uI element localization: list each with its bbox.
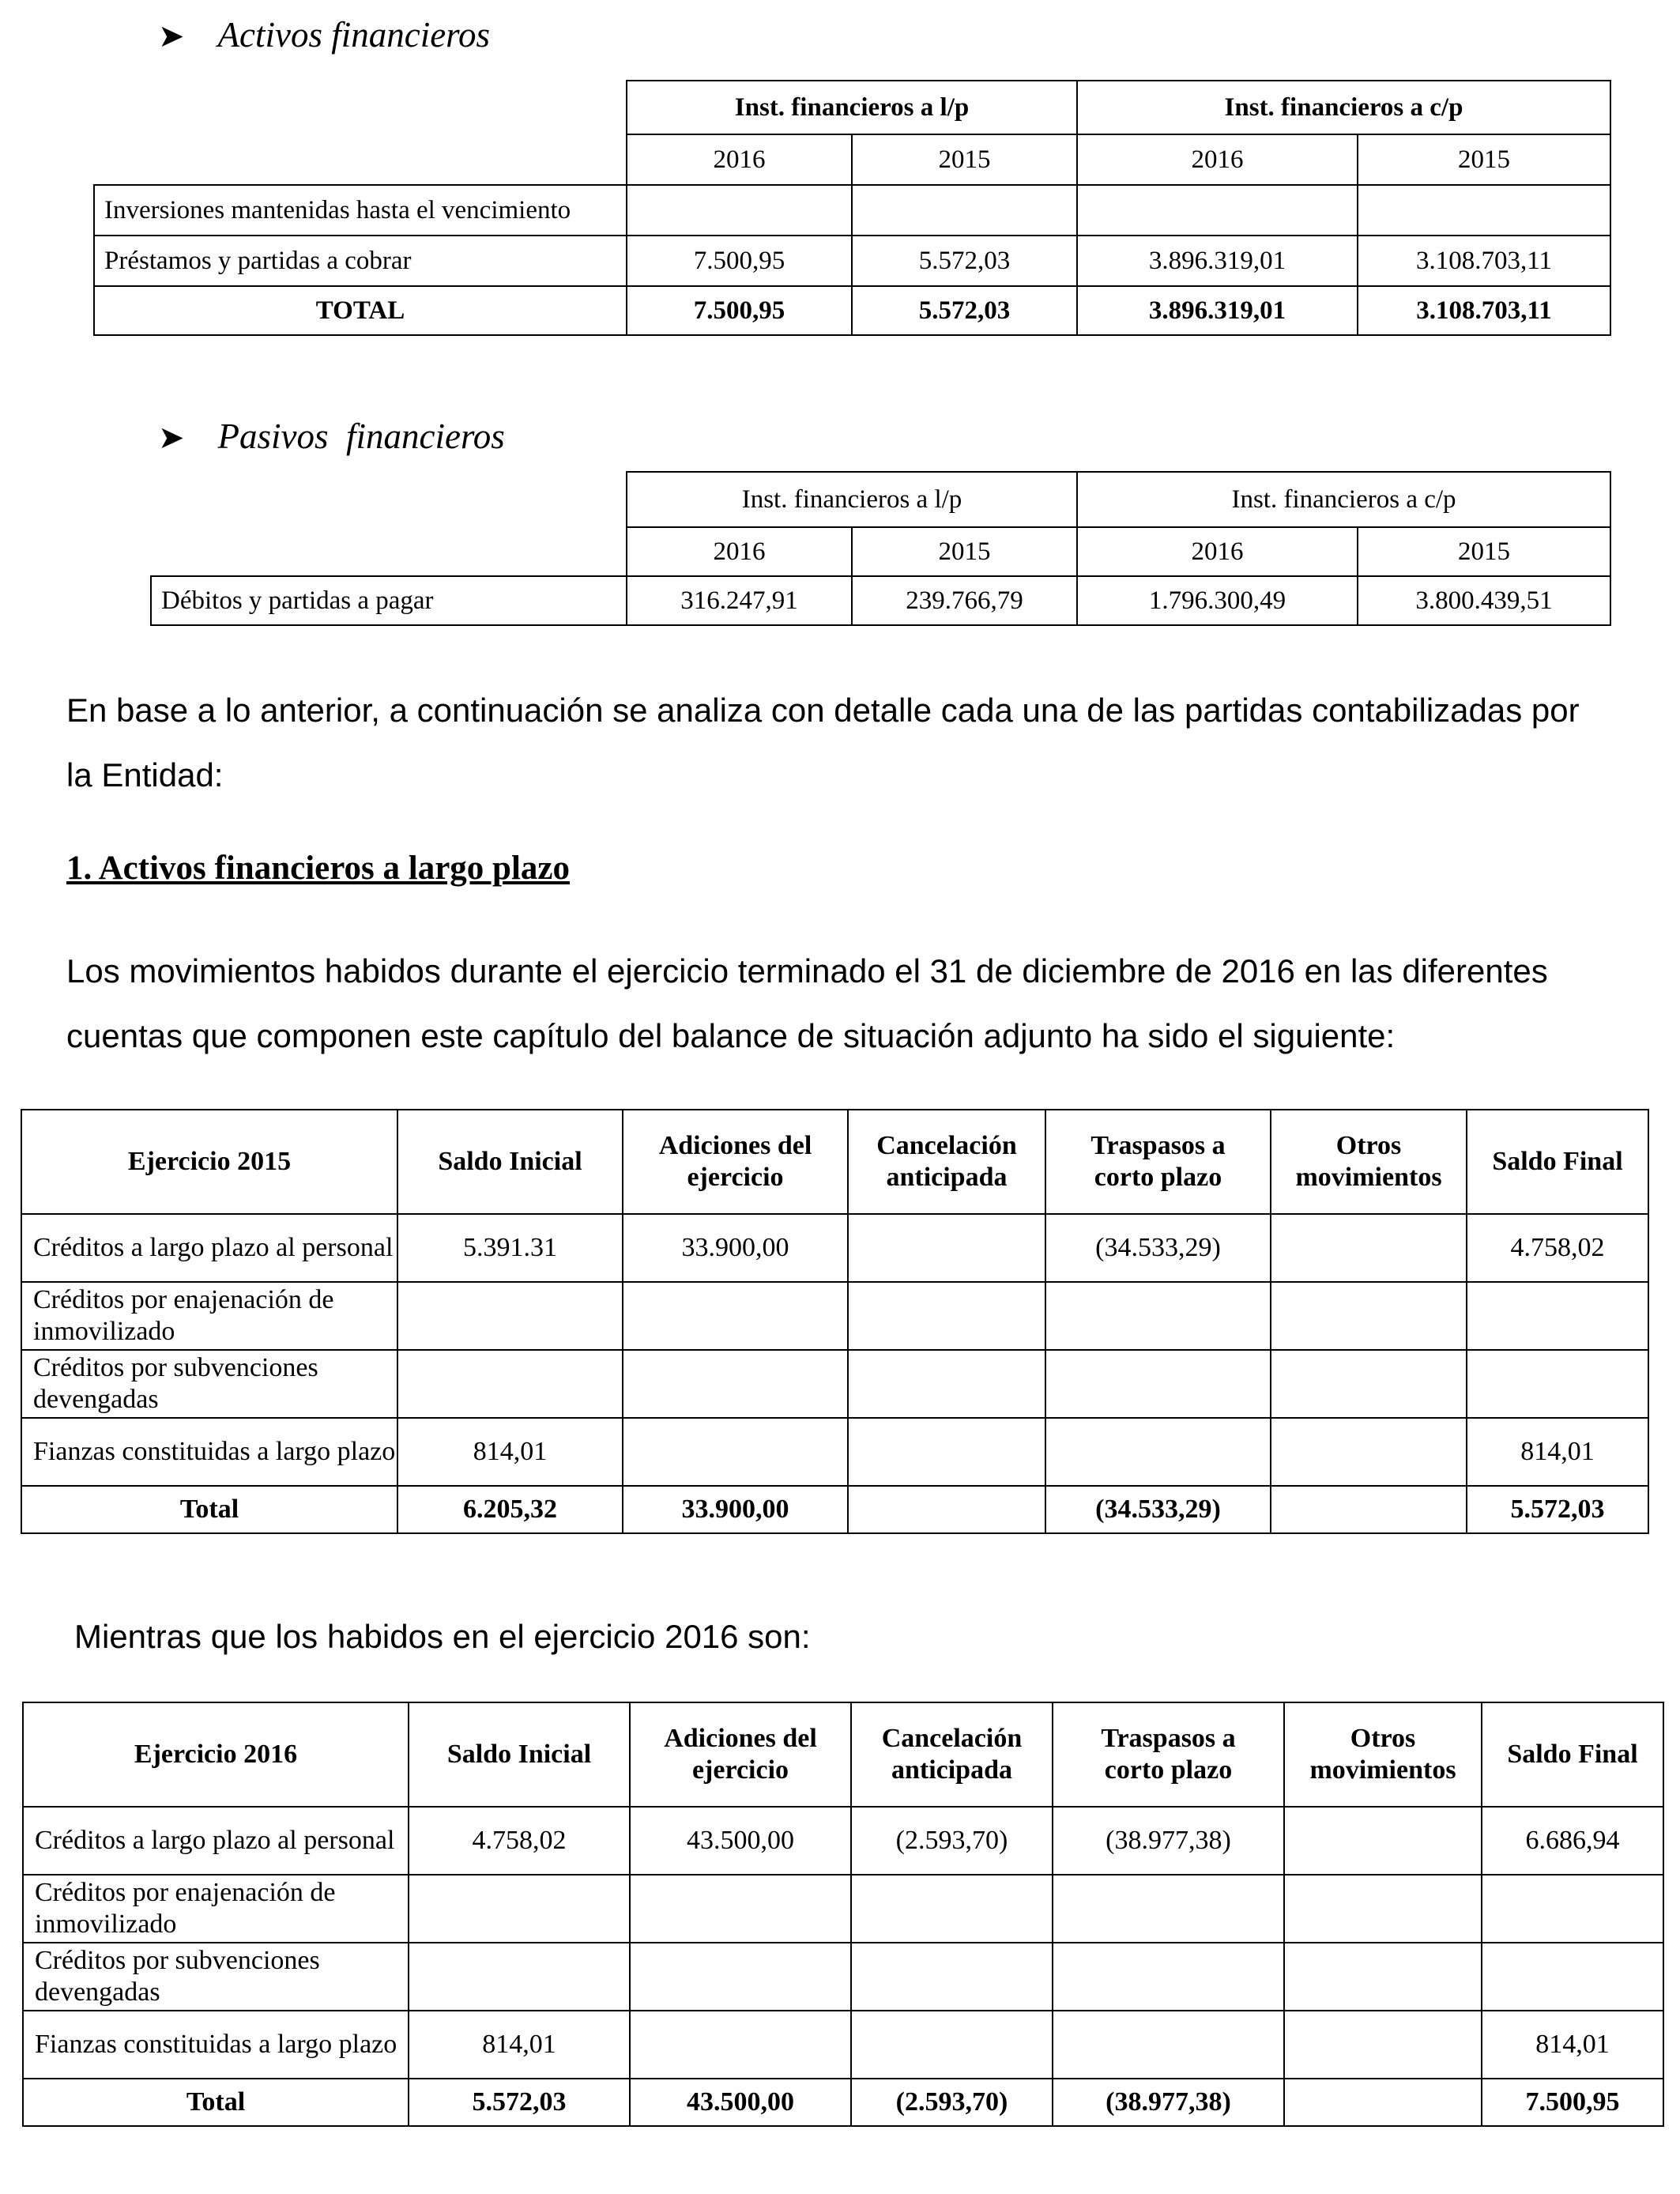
cell-value — [851, 1943, 1053, 2011]
cell-value: 5.572,03 — [852, 286, 1077, 335]
cell-value: 3.896.319,01 — [1077, 286, 1358, 335]
cell-value: 814,01 — [397, 1418, 623, 1486]
total-row — [94, 286, 1610, 335]
section-title: 1. Activos financieros a largo plazo — [66, 850, 571, 887]
cell-value — [1284, 2079, 1482, 2126]
row-label: Créditos por subvenciones devengadas — [23, 1943, 409, 2011]
cell-value — [409, 1943, 630, 2011]
cell-value: 316.247,91 — [627, 576, 852, 625]
column-header: Ejercicio 2015 — [21, 1110, 397, 1214]
total-row — [21, 1486, 1648, 1533]
table-row — [23, 1875, 1663, 1943]
table-row — [94, 236, 1610, 286]
cell-value — [1467, 1350, 1648, 1418]
cell-value — [1053, 1875, 1284, 1943]
cell-value — [848, 1282, 1045, 1350]
arrow-bullet-icon: ➤ — [158, 18, 185, 54]
cell-value — [848, 1214, 1045, 1282]
cell-value: 239.766,79 — [852, 576, 1077, 625]
cell-value: 4.758,02 — [1467, 1214, 1648, 1282]
cell-value — [1482, 1943, 1663, 2011]
column-header: Ejercicio 2016 — [23, 1702, 409, 1807]
cell-value — [1045, 1418, 1271, 1486]
empty-corner — [151, 472, 627, 527]
row-label: Préstamos y partidas a cobrar — [94, 236, 627, 286]
row-label: Créditos a largo plazo al personal — [21, 1214, 397, 1282]
cell-value: 5.572,03 — [852, 236, 1077, 286]
column-header: Traspasos a corto plazo — [1053, 1702, 1284, 1807]
table-row — [21, 1282, 1648, 1350]
cell-value — [623, 1418, 848, 1486]
year-header: 2016 — [627, 527, 852, 576]
row-label: Créditos por subvenciones devengadas — [21, 1350, 397, 1418]
cell-value — [1482, 1875, 1663, 1943]
cell-value: 5.572,03 — [409, 2079, 630, 2126]
cell-value: 5.572,03 — [1467, 1486, 1648, 1533]
empty-corner — [94, 81, 627, 134]
empty-corner — [151, 527, 627, 576]
cell-value — [851, 1875, 1053, 1943]
cell-value — [1284, 2011, 1482, 2079]
table-ejercicio-2016 — [22, 1702, 1664, 2127]
cell-value: 814,01 — [1482, 2011, 1663, 2079]
group-header-cp: Inst. financieros a c/p — [1077, 81, 1610, 134]
cell-value: 6.205,32 — [397, 1486, 623, 1533]
cell-value — [848, 1418, 1045, 1486]
cell-value — [1467, 1282, 1648, 1350]
table-row — [21, 1418, 1648, 1486]
cell-value: 7.500,95 — [627, 286, 852, 335]
pasivos-heading: ➤ Pasivos financieros — [158, 417, 505, 456]
cell-value: (38.977,38) — [1053, 1807, 1284, 1875]
table-ejercicio-2015 — [21, 1109, 1649, 1534]
cell-value — [1284, 1943, 1482, 2011]
row-label: Inversiones mantenidas hasta el vencimiento — [94, 185, 627, 236]
column-header: Traspasos a corto plazo — [1045, 1110, 1271, 1214]
arrow-bullet-icon: ➤ — [158, 420, 185, 455]
table-row — [23, 1943, 1663, 2011]
cell-value: 3.108.703,11 — [1358, 236, 1610, 286]
cell-value — [1271, 1350, 1467, 1418]
cell-value — [1045, 1282, 1271, 1350]
cell-value — [397, 1282, 623, 1350]
cell-value: 5.391.31 — [397, 1214, 623, 1282]
cell-value — [848, 1350, 1045, 1418]
year-header: 2015 — [1358, 527, 1610, 576]
cell-value — [397, 1350, 623, 1418]
year-header: 2016 — [1077, 527, 1358, 576]
cell-value — [1284, 1875, 1482, 1943]
cell-value: 33.900,00 — [623, 1486, 848, 1533]
row-label: Total — [23, 2079, 409, 2126]
cell-value — [627, 185, 852, 236]
movements-paragraph: Los movimientos habidos durante el ejercicio terminado el 31 de diciembre de 2016 en las diferentes cuentas que componen este capítulo del balance de situación adjunto ha sido el siguiente: — [66, 952, 1548, 1054]
cell-value — [851, 2011, 1053, 2079]
cell-value — [1358, 185, 1610, 236]
total-row — [23, 2079, 1663, 2126]
table-row — [21, 1214, 1648, 1282]
cell-value: 1.796.300,49 — [1077, 576, 1358, 625]
column-header: Saldo Inicial — [397, 1110, 623, 1214]
cell-value — [1271, 1486, 1467, 1533]
mientras-paragraph: Mientras que los habidos en el ejercicio 2016 son: — [74, 1618, 811, 1655]
cell-value: 7.500,95 — [627, 236, 852, 286]
column-header: Saldo Inicial — [409, 1702, 630, 1807]
column-header: Saldo Final — [1482, 1702, 1663, 1807]
cell-value: 3.896.319,01 — [1077, 236, 1358, 286]
cell-value — [1053, 1943, 1284, 2011]
cell-value: (34.533,29) — [1045, 1214, 1271, 1282]
table-row — [23, 2011, 1663, 2079]
cell-value: 814,01 — [1467, 1418, 1648, 1486]
column-header: Otros movimientos — [1284, 1702, 1482, 1807]
cell-value — [1053, 2011, 1284, 2079]
cell-value: 6.686,94 — [1482, 1807, 1663, 1875]
cell-value: (34.533,29) — [1045, 1486, 1271, 1533]
column-header: Adiciones del ejercicio — [630, 1702, 851, 1807]
year-header: 2016 — [1077, 134, 1358, 185]
activos-heading: ➤ Activos financieros — [158, 15, 491, 55]
cell-value: 43.500,00 — [630, 1807, 851, 1875]
row-label: Créditos por enajenación de inmovilizado — [21, 1282, 397, 1350]
row-label: Fianzas constituidas a largo plazo — [21, 1418, 397, 1486]
row-label: Total — [21, 1486, 397, 1533]
column-header: Otros movimientos — [1271, 1110, 1467, 1214]
cell-value: (2.593,70) — [851, 1807, 1053, 1875]
row-label: Débitos y partidas a pagar — [151, 576, 627, 625]
row-label: Créditos por enajenación de inmovilizado — [23, 1875, 409, 1943]
intro-paragraph: En base a lo anterior, a continuación se analiza con detalle cada una de las partidas contabilizadas por la Entidad: — [66, 692, 1580, 794]
cell-value: 4.758,02 — [409, 1807, 630, 1875]
cell-value — [852, 185, 1077, 236]
column-header: Saldo Final — [1467, 1110, 1648, 1214]
cell-value — [848, 1486, 1045, 1533]
cell-value — [1271, 1214, 1467, 1282]
cell-value — [1077, 185, 1358, 236]
cell-value: 7.500,95 — [1482, 2079, 1663, 2126]
row-label: TOTAL — [94, 286, 627, 335]
cell-value — [623, 1350, 848, 1418]
column-header: Cancelación anticipada — [848, 1110, 1045, 1214]
year-header: 2015 — [852, 527, 1077, 576]
table-row — [94, 185, 1610, 236]
pasivos-table — [150, 471, 1611, 626]
group-header-lp: Inst. financieros a l/p — [627, 472, 1077, 527]
table-row — [151, 576, 1610, 625]
activos-table — [93, 80, 1611, 336]
cell-value — [630, 2011, 851, 2079]
cell-value: 814,01 — [409, 2011, 630, 2079]
year-header: 2015 — [852, 134, 1077, 185]
row-label: Créditos a largo plazo al personal — [23, 1807, 409, 1875]
year-header: 2015 — [1358, 134, 1610, 185]
column-header: Cancelación anticipada — [851, 1702, 1053, 1807]
table-row — [21, 1350, 1648, 1418]
cell-value: 3.800.439,51 — [1358, 576, 1610, 625]
cell-value — [1045, 1350, 1271, 1418]
cell-value — [630, 1875, 851, 1943]
group-header-cp: Inst. financieros a c/p — [1077, 472, 1610, 527]
cell-value: (38.977,38) — [1053, 2079, 1284, 2126]
cell-value — [1271, 1282, 1467, 1350]
group-header-lp: Inst. financieros a l/p — [627, 81, 1077, 134]
cell-value: 43.500,00 — [630, 2079, 851, 2126]
year-header: 2016 — [627, 134, 852, 185]
cell-value: (2.593,70) — [851, 2079, 1053, 2126]
table-row — [23, 1807, 1663, 1875]
row-label: Fianzas constituidas a largo plazo — [23, 2011, 409, 2079]
cell-value — [1284, 1807, 1482, 1875]
cell-value — [630, 1943, 851, 2011]
empty-corner — [94, 134, 627, 185]
column-header: Adiciones del ejercicio — [623, 1110, 848, 1214]
cell-value: 3.108.703,11 — [1358, 286, 1610, 335]
cell-value — [623, 1282, 848, 1350]
cell-value — [409, 1875, 630, 1943]
cell-value — [1271, 1418, 1467, 1486]
cell-value: 33.900,00 — [623, 1214, 848, 1282]
